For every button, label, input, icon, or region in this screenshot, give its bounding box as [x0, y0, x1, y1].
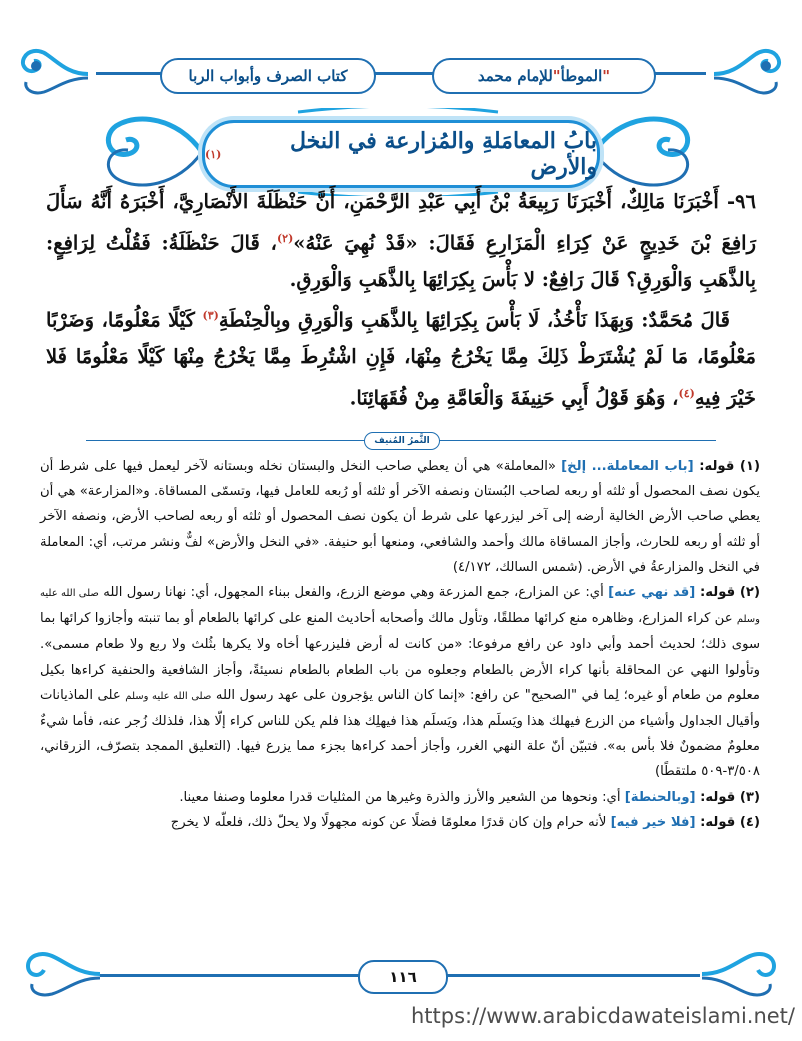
footnote-2-text-b: عن كراء المزارع، وظاهره منع كرائها مطلقًا، وتأول مالك وأصحابه أحاديث المنع على كرائها بالطعام أو بما تنبته وأجازوا كرائها بما سوى ذلك؛ لحديث أحمد وأبي داود عن رافع مرفوعا: «من كانت له أرض فليزرعها أخاه ولا يكرها بثُلث ولا ربع ولا طعام مسمى». وتأولوا النهي عن المحاقلة بأنها كراء الأرض بالطعام وجعلوه من باب الطعام بالطعام نسيئةً، وأجاز الشافعية والحنفية كراءها بكيل معلوم من طعام أو غيره؛ لِما في "الصحيح" عن رافع: «إنما كان الناس يؤجرون على عهد رسول الله: [40, 611, 760, 703]
hadith-para2-a: قَالَ مُحَمَّدٌ: وَبِهَذَا نَأْخُذُ، لَا بَأْسَ بِكِرَائِهَا بِالذَّهَبِ وَالْوَرِقِ وبِالْحِنْطَةِ: [218, 308, 730, 332]
book-title-main: الموطأ: [560, 67, 603, 85]
footnote-1-num: (١) قوله:: [693, 459, 761, 474]
footnote-2-text-c: على الماذيانات وأقيال الجداول وأشياء من الزرع فيهلك هذا ويَسلَم هذا، ويَسلَم هذا فيهلِك هذا فلم يكن للناس كراء إلّا هذا، فلذلك زُجر عنه، فأما شيءٌ معلومٌ مضمونٌ فلا بأس به». فتبيّن أنّ علة النهي الغرر، وأجاز أحمد كراءها بجزء مما يزرع فيها. (التعليق الممجد بتصرّف، الزرقاني، ٣/٥٠٨-٥٠٩ ملتقطًا): [40, 687, 760, 780]
section-title-box: [160, 58, 376, 94]
footnote-4-num: (٤) قوله:: [695, 814, 760, 830]
hadith-para1-a: - أَخْبَرَنَا مَالِكٌ، أَخْبَرَنَا رَبِيعَةُ بْنُ أَبِي عَبْدِ الرَّحْمَنِ، أَنَّ حَنْظَلَةَ الأَنْصَارِيَّ، أَخْبَرَهُ أَنَّهُ سَأَلَ رَافِعَ بْنَ خَدِيجٍ عَنْ كِرَاءِ الْمَزَارِعِ فَقَالَ: «قَدْ نُهِيَ عَنْهُ»: [46, 190, 756, 254]
chapter-note-ref: (١): [205, 147, 222, 161]
footnote-3-num: (٣) قوله:: [695, 789, 760, 805]
footnote-3-key: [وبالحنطة]: [624, 789, 696, 805]
footnote-3-text: أي: ونحوها من الشعير والأرز والذرة وغيرها من المثليات قدرا معلوما وصنفا معينا.: [179, 789, 625, 805]
hadith-note-ref-3: (٣): [202, 309, 219, 322]
footnote-3: [40, 785, 760, 810]
footnote-1-key: [باب المعاملة... إلخ]: [561, 459, 694, 474]
footnote-4-text: لأنه حرام وإن كان قدرًا معلومًا فضلًا عن كونه مجهولًا ولا يحلّ ذلك، فلعلّه لا يخرج: [170, 814, 611, 830]
footnote-2-num: (٢) قوله:: [695, 585, 760, 601]
footnote-2-key: [قد نهي عنه]: [608, 585, 696, 601]
ornament-header-right-icon: [712, 40, 784, 100]
ornament-footer-left-icon: [22, 946, 102, 1002]
chapter-title: [202, 120, 600, 188]
footnote-2-salat: صلى الله عليه وسلم: [40, 588, 760, 626]
hadith-paragraph-1: [46, 184, 756, 298]
footnote-4-key: [فلا خير فيه]: [610, 814, 696, 830]
footnote-1: [40, 454, 760, 580]
footnote-1-text: «المعاملة» هي أن يعطي صاحب النخل والبستان نخله وبستانه لآخر ليعمل فيها على شرط أن يكون نصف المحصول أو ثلثه أو ربعه لصاحب البُستان ونصفه الآخر أو ثلثه أو رُبعه للعامل فيها، وتسمّى المساقاة. و«المزارعة» هي أن يعطي صاحب الأرض الخالية أرضه إلى آخر ليزرعها على شرط أن يكون نصف المحصول أو ثلثه أو ربعه لصاحب الأرض، ونصفه الآخر أو ثلثه أو ربعه للحارث، وأجاز المساقاة مالك وأحمد والشافعي، ومنعها أبو حنيفة. «في النخل والأرض» لفٌّ ونشر مرتب، أي: المعاملة في النخل والمزارعةُ في الأرض. (شمس السالك، ٤/١٧٢): [40, 459, 760, 575]
book-title-box: [432, 58, 656, 94]
hadith-note-ref-4: (٤): [678, 386, 695, 400]
section-title: كتاب الصرف وأبواب الربا: [188, 67, 348, 85]
watermark-url: https://www.arabicdawateislami.net/: [410, 1004, 795, 1028]
ornament-header-left-icon: [18, 40, 90, 100]
footnotes: [40, 454, 760, 835]
hadith-para1-b: ، قَالَ حَنْظَلَةُ: فَقُلْتُ لِرَافِعٍ: بِالذَّهَبِ وَالْوَرِقِ؟ قَالَ رَافِعٌ: لا بَأْسَ بِكِرَائِهَا بِالذَّهَبِ وَالْوَرِقِ.: [46, 231, 756, 291]
hadith-paragraph-2: [46, 298, 756, 417]
chapter-title-frame: [98, 108, 698, 196]
footnote-2-salat-2: صلى الله عليه وسلم: [125, 690, 212, 702]
book-title-quote-open: ": [602, 67, 611, 85]
footnote-2-text-a: أي: عن المزارع، جمع المزرعة وهي موضع الزرع، والفعل ببناء المجهول، أي: نهانا رسول الله: [98, 585, 609, 601]
ornament-footer-right-icon: [700, 946, 780, 1002]
hadith-text: [46, 184, 756, 417]
hadith-para2-b: كَيْلًا مَعْلُومًا، وَضَرْبًا مَعْلُومًا، مَا لَمْ يُشْتَرَطْ ذَلِكَ مِمَّا يَخْرُجُ مِنْهَا، فَإِنِ اشْتُرِطَ مِمَّا يَخْرُجُ مِنْهَا كَيْلًا مَعْلُومًا فَلا خَيْرَ فِيهِ: [46, 308, 756, 409]
chapter-title-text: بابُ المعامَلةِ والمُزارعة في النخل والأرض: [289, 128, 597, 180]
page-number: ١١٦: [358, 960, 448, 994]
hadith-note-ref-2: (٢): [276, 231, 294, 245]
book-title-quote-close: ": [552, 67, 561, 85]
hadith-number: ٩٦: [735, 190, 756, 213]
book-title-rest: للإمام محمد: [477, 67, 553, 85]
separator-badge: الثَّمرُ المُنيف: [364, 432, 440, 450]
footnote-4: [40, 810, 760, 835]
footnote-2: [40, 580, 760, 785]
hadith-para2-c: ، وَهُوَ قَوْلُ أَبِي حَنِيفَةَ وَالْعَامَّةِ مِنْ فُقَهَائِنَا.: [349, 386, 679, 409]
